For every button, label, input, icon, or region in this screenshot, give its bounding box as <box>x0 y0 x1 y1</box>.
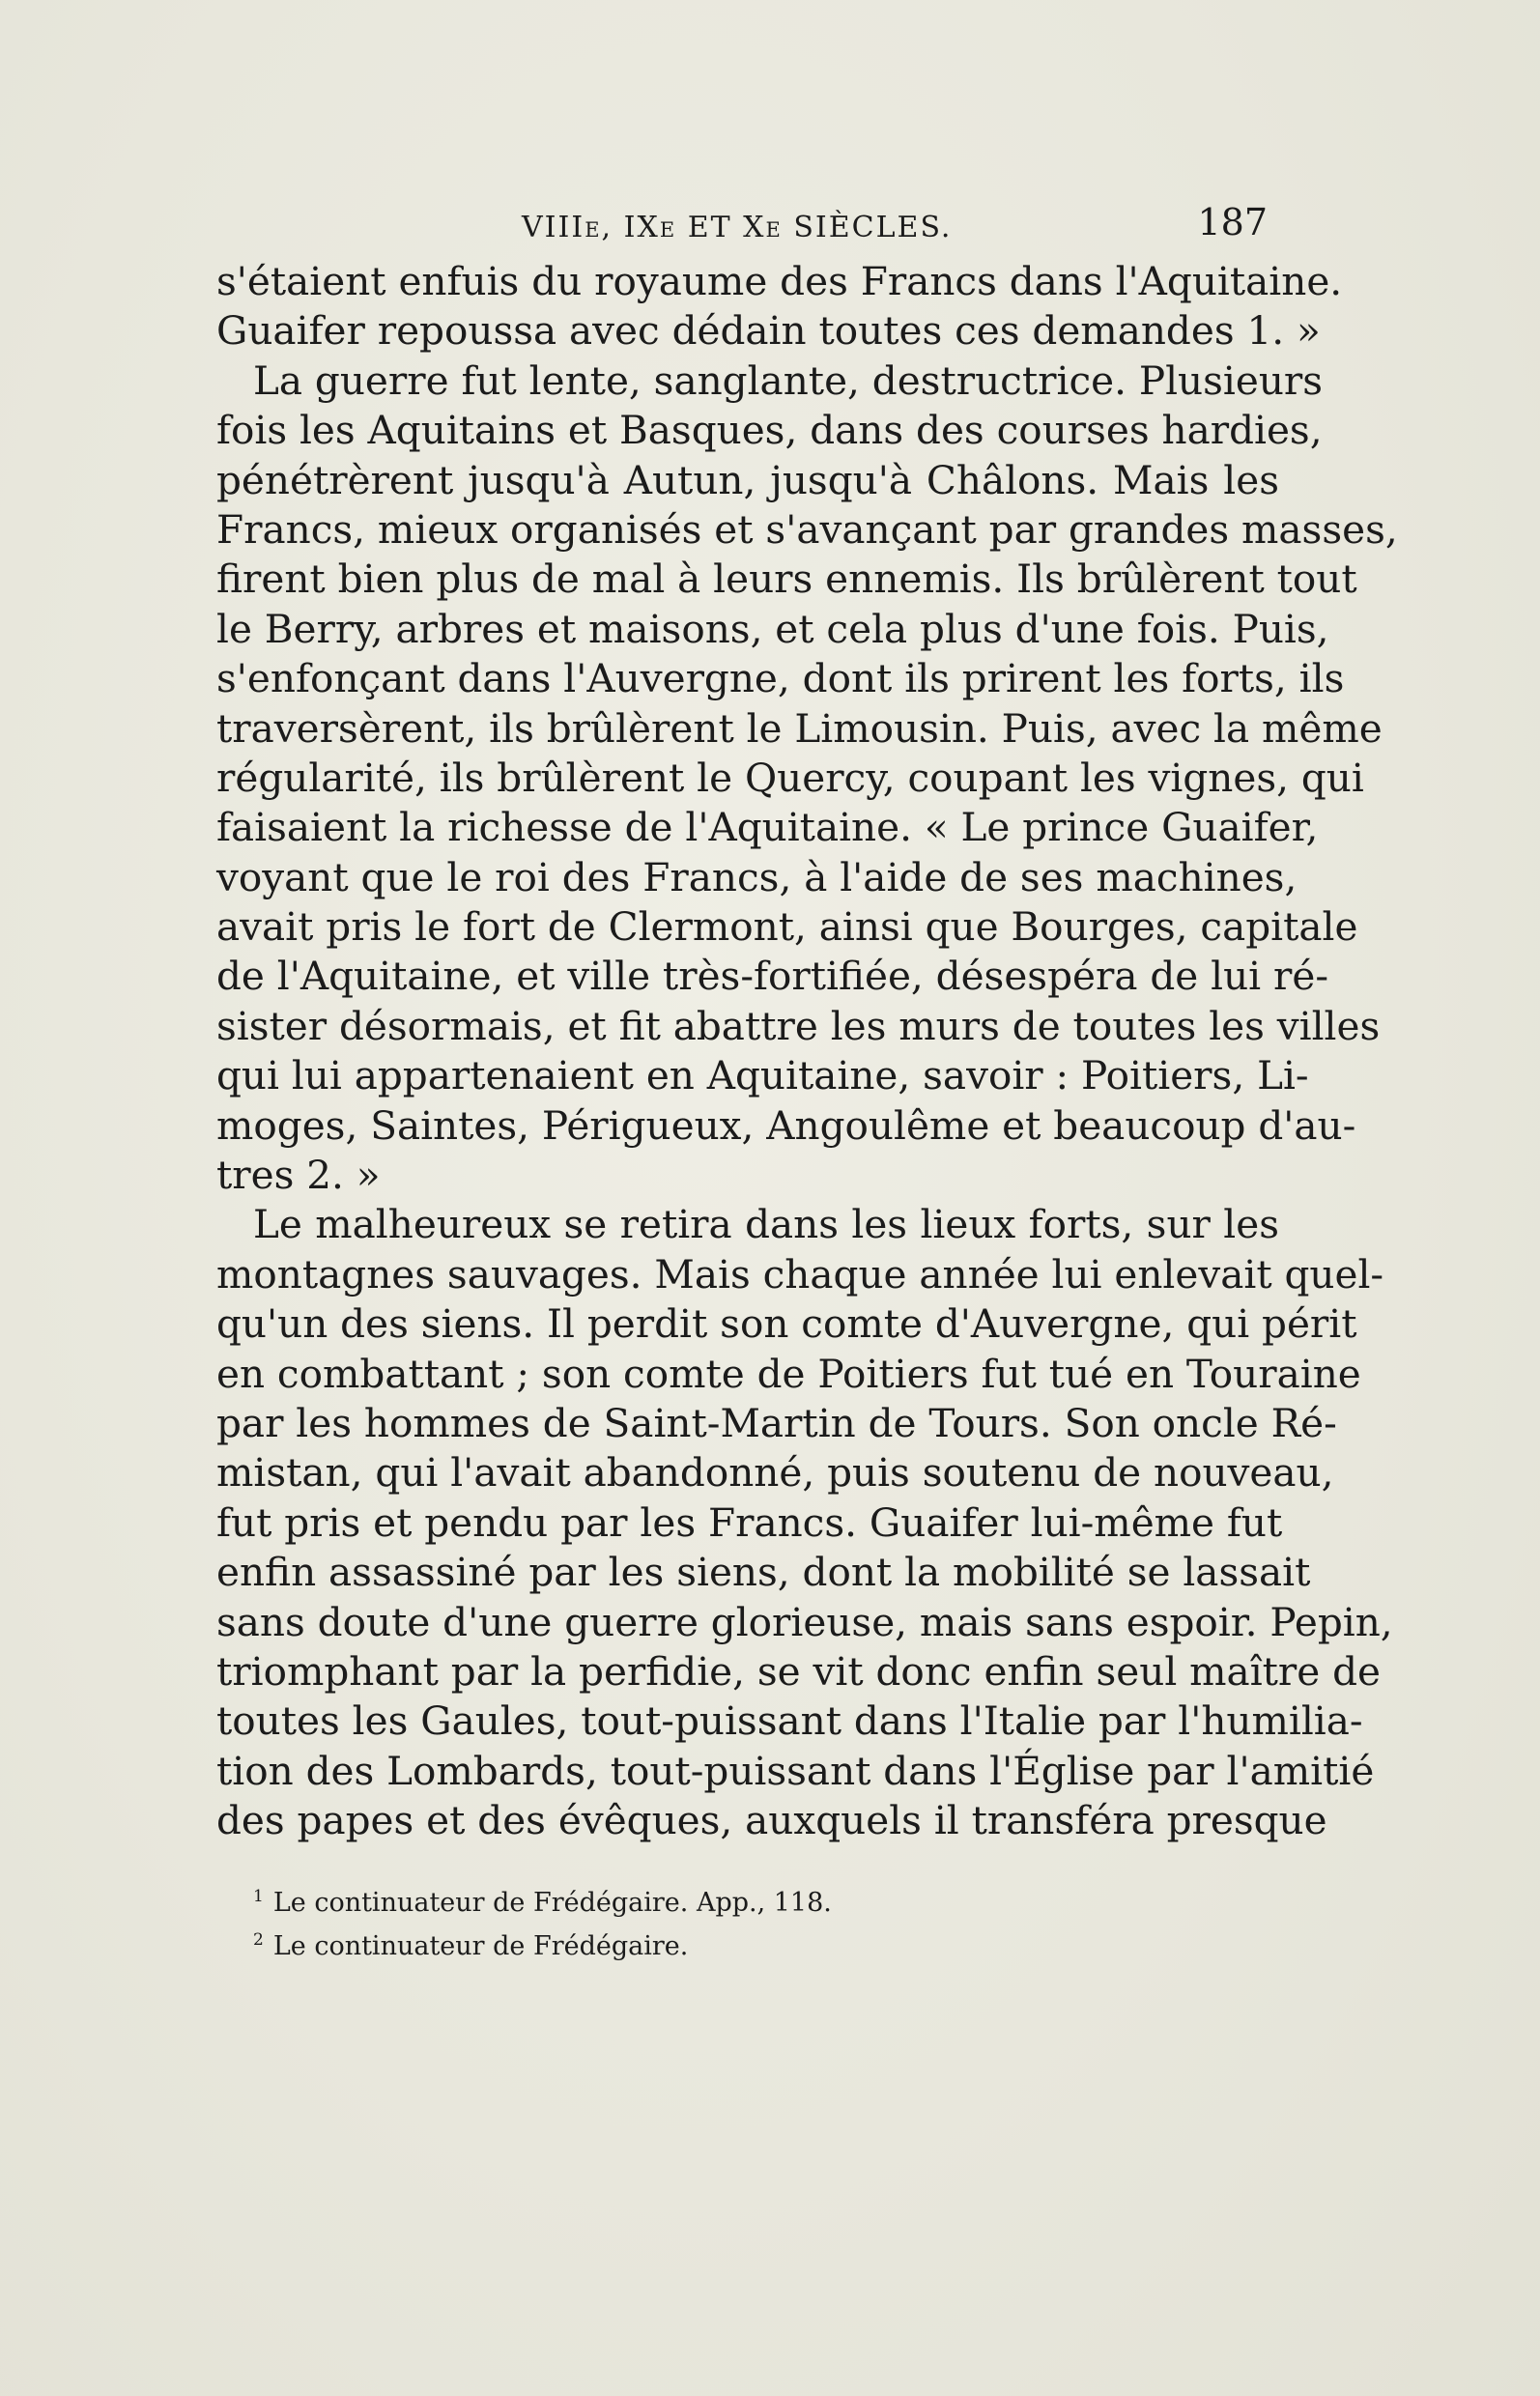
text-line: toutes les Gaules, tout-puissant dans l'Italie par l'humilia- <box>216 1697 1363 1745</box>
text-line: qui lui appartenaient en Aquitaine, savoir : Poitiers, Li- <box>216 1052 1309 1099</box>
text-line: régularité, ils brûlèrent le Quercy, coupant les vignes, qui <box>216 754 1364 801</box>
body-text <box>216 257 1398 1846</box>
footnotes <box>253 1878 1123 1965</box>
text-line: des papes et des évêques, auxquels il transféra presque <box>216 1797 1327 1844</box>
text-line: en combattant ; son comte de Poitiers fut tué en Touraine <box>216 1350 1361 1397</box>
page-number: 187 <box>1197 201 1268 243</box>
footnote <box>253 1922 1123 1965</box>
text-line: tion des Lombards, tout-puissant dans l'Église par l'amitié <box>216 1747 1375 1794</box>
text-line: faisaient la richesse de l'Aquitaine. « Le prince Guaifer, <box>216 804 1319 851</box>
footnote-mark: 1 <box>253 1887 264 1906</box>
text-line: triomphant par la perfidie, se vit donc enfin seul maître de <box>216 1647 1382 1695</box>
footnote-text: Le continuateur de Frédégaire. <box>272 1931 689 1961</box>
text-line: voyant que le roi des Francs, à l'aide de ses machines, <box>216 853 1298 900</box>
text-line: qu'un des siens. Il perdit son comte d'Auvergne, qui périt <box>216 1300 1357 1348</box>
text-line: avait pris le fort de Clermont, ainsi que Bourges, capitale <box>216 903 1358 951</box>
text-line: enfin assassiné par les siens, dont la mobilité se lassait <box>216 1549 1311 1596</box>
footnote-text: Le continuateur de Frédégaire. App., 118. <box>272 1888 832 1918</box>
text-line: tres 2. » <box>216 1152 381 1199</box>
page-header <box>216 201 1279 251</box>
text-line: pénétrèrent jusqu'à Autun, jusqu'à Châlons. Mais les <box>216 456 1279 503</box>
running-title: VIIIe, IXe ET Xe SIÈCLES. <box>522 211 953 244</box>
text-line: le Berry, arbres et maisons, et cela plus d'une fois. Puis, <box>216 605 1329 652</box>
text-line: Le malheureux se retira dans les lieux forts, sur les <box>253 1201 1279 1248</box>
text-line: moges, Saintes, Périgueux, Angoulême et beaucoup d'au- <box>216 1101 1356 1149</box>
text-line: traversèrent, ils brûlèrent le Limousin. Puis, avec la même <box>216 704 1383 752</box>
text-line: fois les Aquitains et Basques, dans des courses hardies, <box>216 407 1323 454</box>
text-line: par les hommes de Saint-Martin de Tours. Son oncle Ré- <box>216 1399 1337 1446</box>
text-line: firent bien plus de mal à leurs ennemis. Ils brûlèrent tout <box>216 556 1357 603</box>
text-line: mistan, qui l'avait abandonné, puis soutenu de nouveau, <box>216 1449 1334 1497</box>
text-line: s'étaient enfuis du royaume des Francs dans l'Aquitaine. <box>216 258 1343 304</box>
text-line: sister désormais, et fit abattre les murs de toutes les villes <box>216 1002 1381 1049</box>
text-line: montagnes sauvages. Mais chaque année lui enlevait quel- <box>216 1250 1384 1298</box>
text-line: Francs, mieux organisés et s'avançant par grandes masses, <box>216 505 1398 553</box>
text-line: de l'Aquitaine, et ville très-fortifiée, désespéra de lui ré- <box>216 953 1329 1000</box>
text-line: Guaifer repoussa avec dédain toutes ces demandes 1. » <box>216 307 1321 355</box>
text-line: s'enfonçant dans l'Auvergne, dont ils prirent les forts, ils <box>216 655 1345 702</box>
text-line: sans doute d'une guerre glorieuse, mais sans espoir. Pepin, <box>216 1598 1393 1645</box>
footnote-mark: 2 <box>253 1930 264 1950</box>
text-line: La guerre fut lente, sanglante, destructrice. Plusieurs <box>253 357 1324 404</box>
footnote <box>253 1878 1123 1922</box>
text-line: fut pris et pendu par les Francs. Guaifer lui-même fut <box>216 1498 1283 1546</box>
